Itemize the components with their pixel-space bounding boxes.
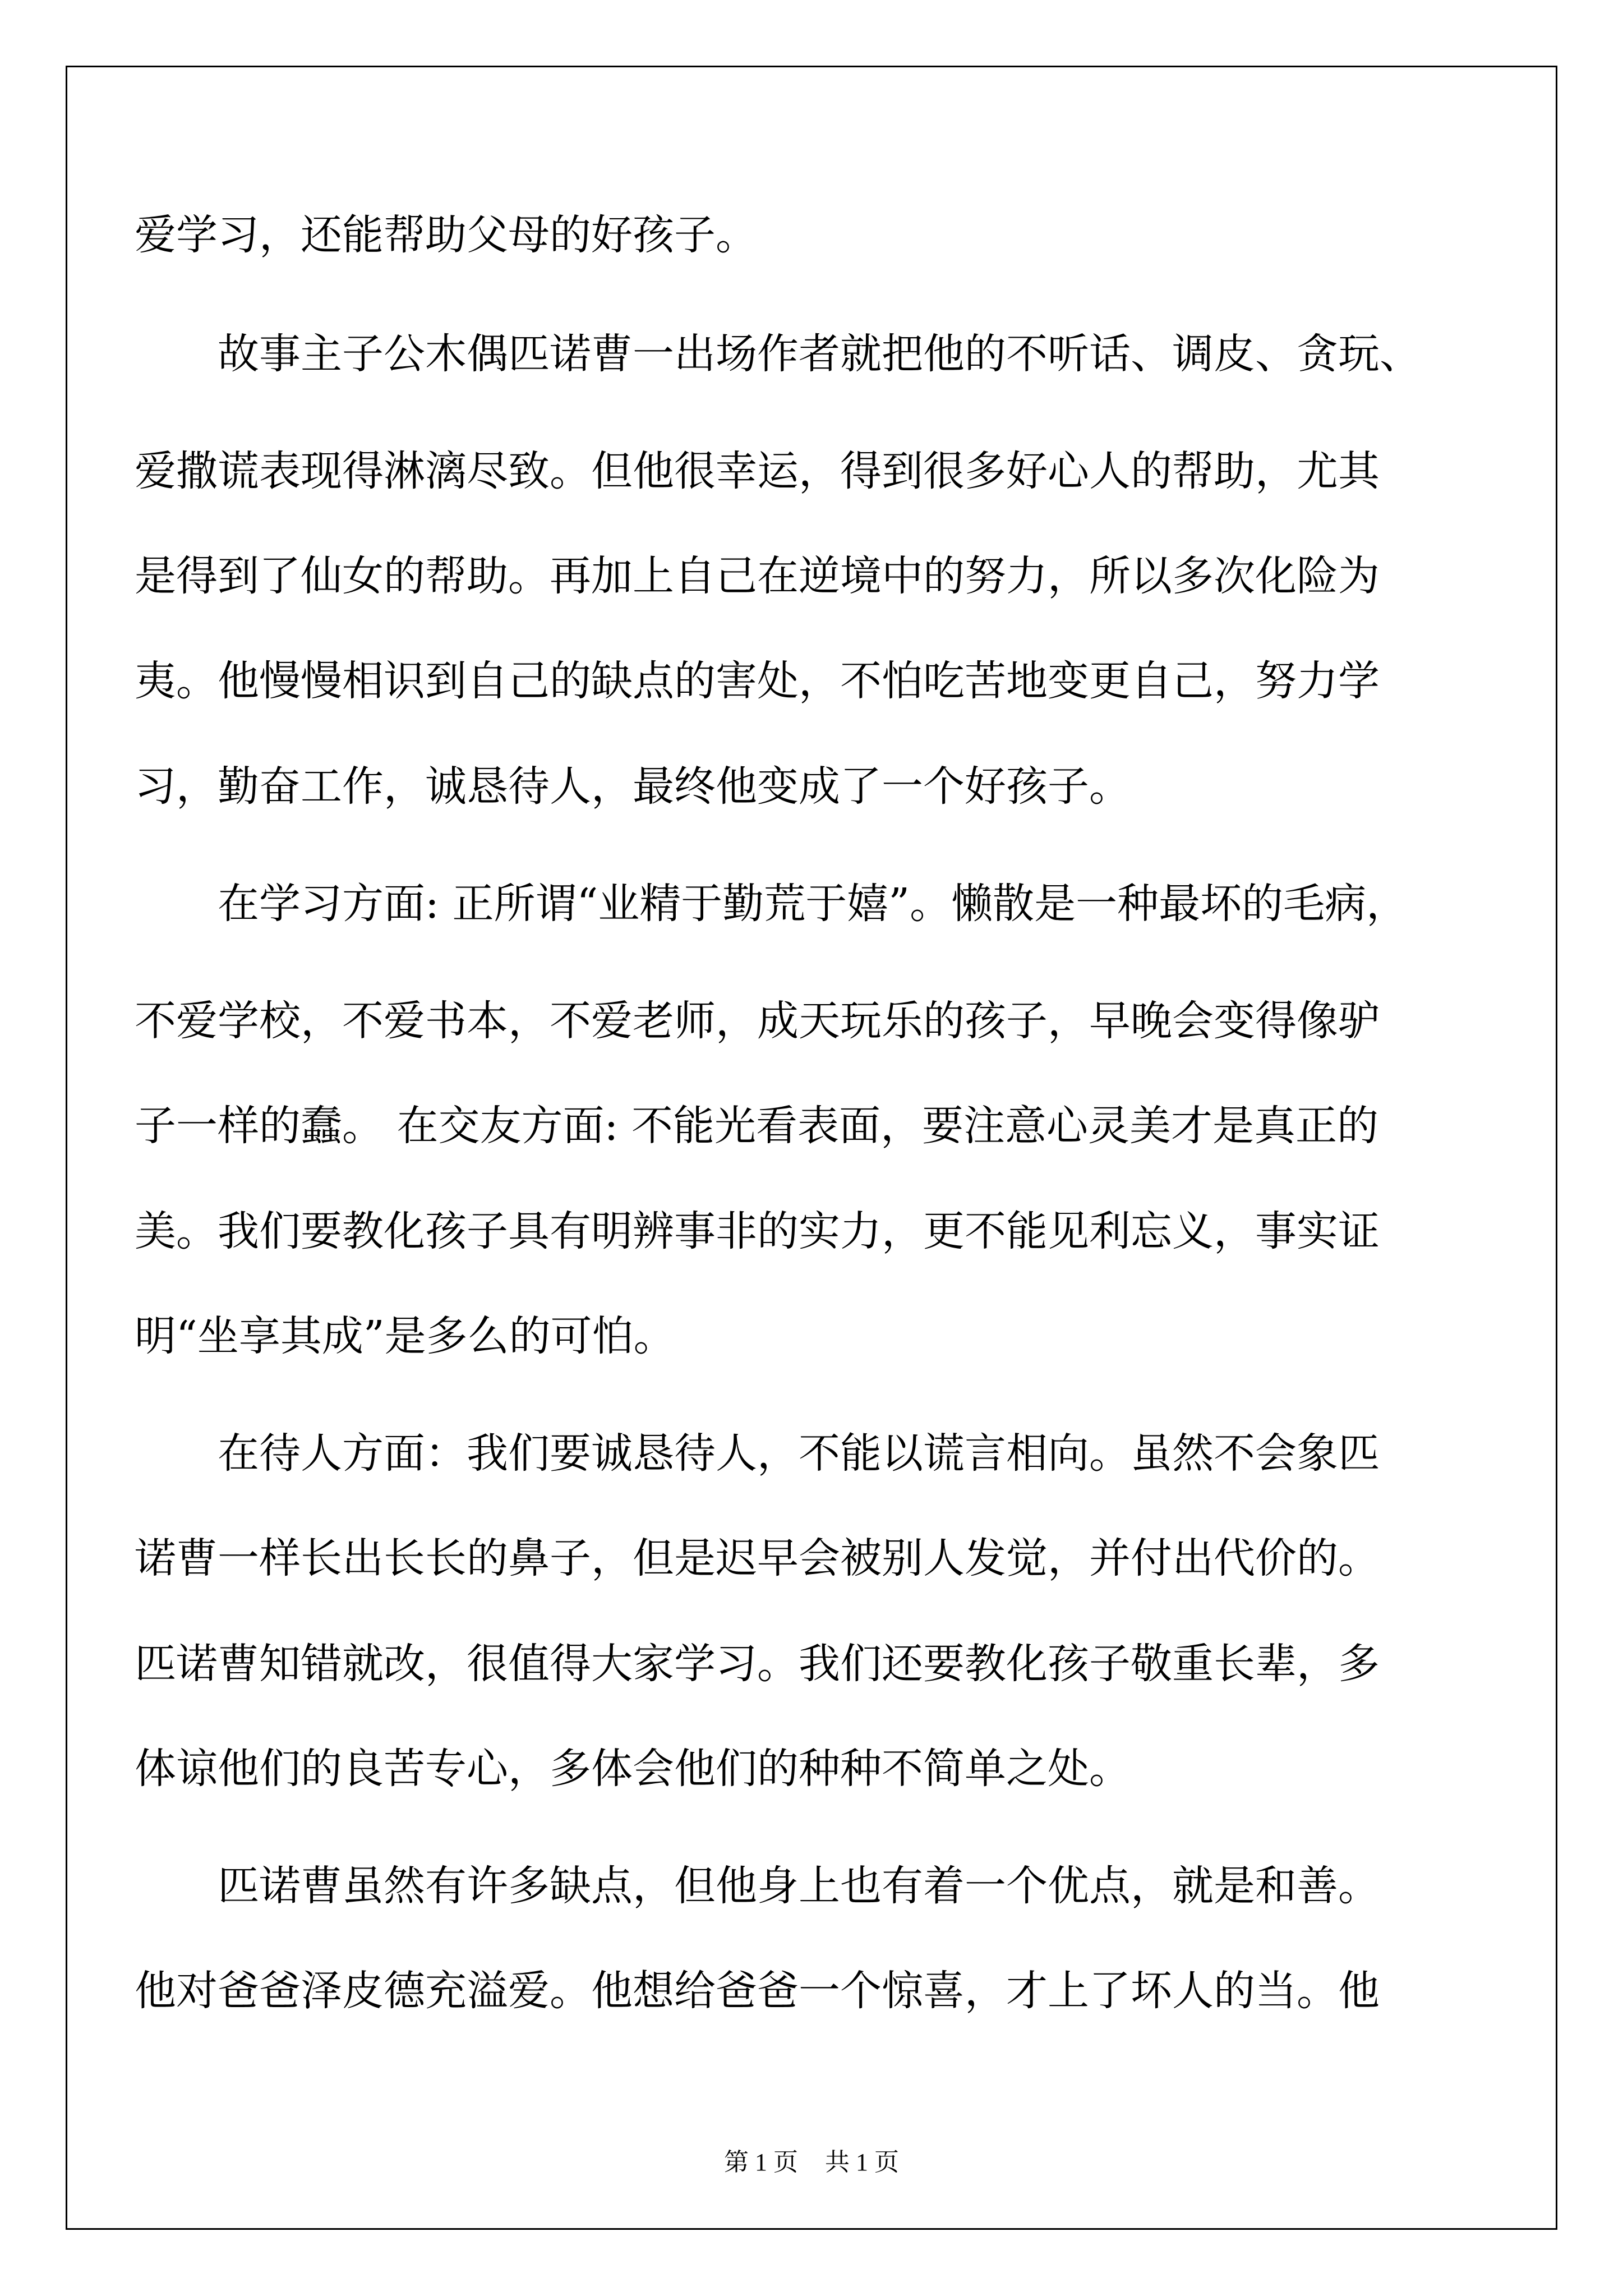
total-pages: 共 1 页 [825, 2148, 899, 2176]
paragraph-first-line: 故事主子公木偶匹诺曹一出场作者就把他的不听话、调皮、贪玩、 [218, 330, 1421, 378]
text-line: 爱撒谎表现得淋漓尽致。但他很幸运，得到很多好心人的帮助，尤其 [135, 447, 1380, 495]
text-line: 爱学习，还能帮助父母的好孩子。 [135, 211, 757, 259]
text-line: 不爱学校，不爱书本，不爱老师，成天玩乐的孩子，早晚会变得像驴 [135, 997, 1380, 1045]
text-line: 诺曹一样长出长长的鼻子，但是迟早会被别人发觉，并付出代价的。 [135, 1534, 1380, 1582]
text-line: 习，勤奋工作，诚恳待人，最终他变成了一个好孩子。 [135, 762, 1131, 811]
text-line: 体谅他们的良苦专心，多体会他们的种种不简单之处。 [135, 1745, 1131, 1793]
text-line: 是得到了仙女的帮助。再加上自己在逆境中的努力，所以多次化险为 [135, 552, 1380, 600]
text-line: 明“坐享其成”是多么的可怕。 [135, 1312, 675, 1360]
text-line: 美。我们要教化孩子具有明辨事非的实力，更不能见利忘义，事实证 [135, 1207, 1380, 1255]
page-number: 第 1 页 [724, 2148, 798, 2176]
page-footer [0, 2142, 1623, 2178]
paragraph-first-line: 匹诺曹虽然有许多缺点，但他身上也有着一个优点，就是和善。 [218, 1862, 1380, 1910]
paragraph-first-line: 在待人方面：我们要诚恳待人，不能以谎言相向。虽然不会象匹 [218, 1429, 1380, 1478]
paragraph-first-line: 在学习方面: 正所谓“业精于勤荒于嬉”。懒散是一种最坏的毛病， [218, 880, 1408, 928]
text-line: 匹诺曹知错就改，很值得大家学习。我们还要教化孩子敬重长辈，多 [135, 1640, 1380, 1688]
text-line: 他对爸爸泽皮德充溢爱。他想给爸爸一个惊喜，才上了坏人的当。他 [135, 1967, 1380, 2015]
text-line: 子一样的蠢。 在交友方面: 不能光看表面，要注意心灵美才是真正的 [135, 1102, 1378, 1150]
text-line: 夷。他慢慢相识到自己的缺点的害处，不怕吃苦地变更自己，努力学 [135, 657, 1380, 705]
